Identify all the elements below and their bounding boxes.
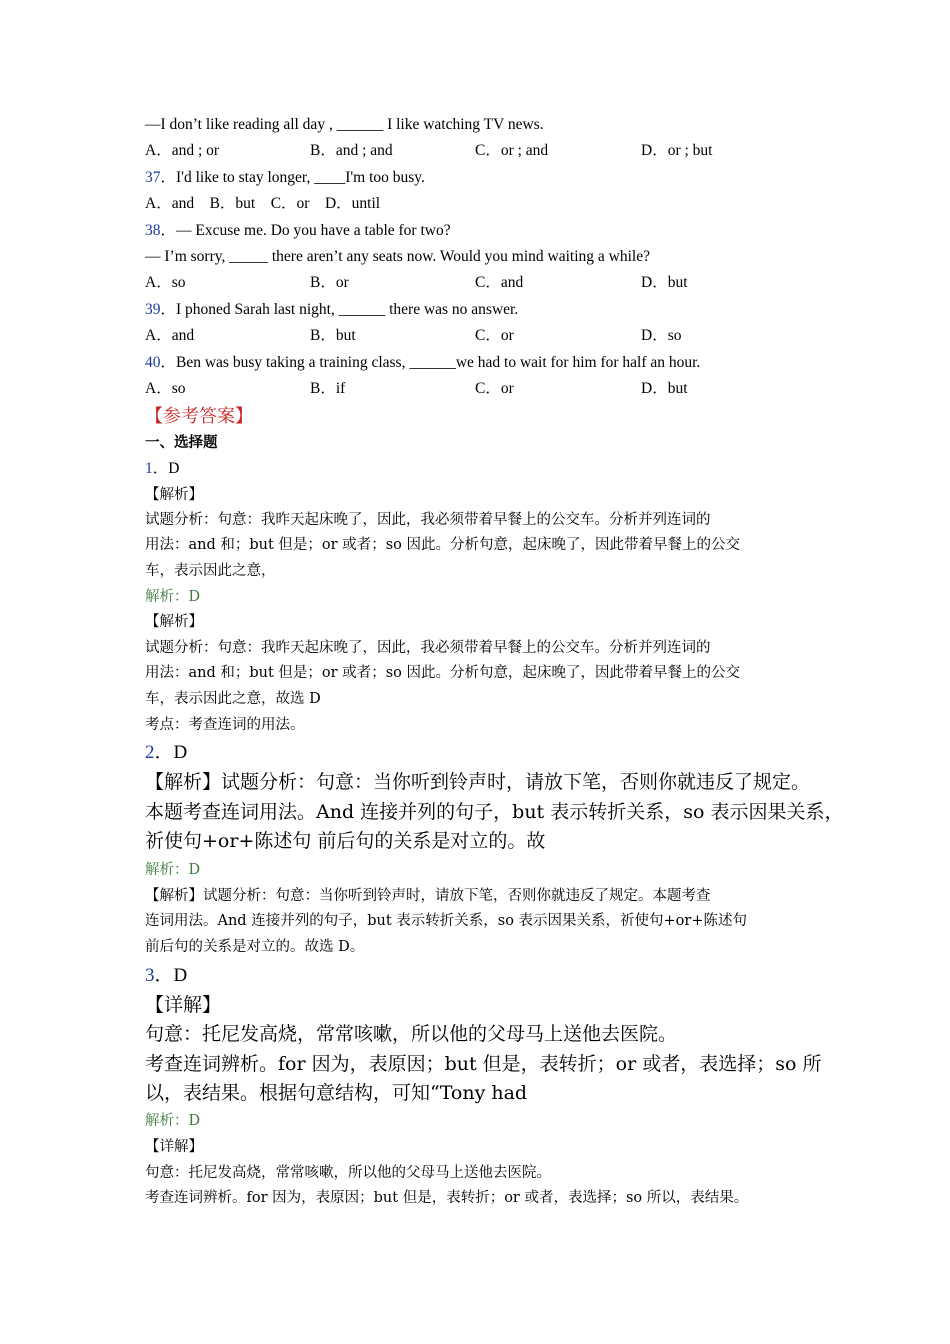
question-36-text: —I don’t like reading all day , ______ I like watching TV news. [145, 116, 544, 133]
question-text: ．— Excuse me. Do you have a table for two? [160, 222, 451, 239]
question-number: 40 [145, 354, 161, 371]
key-point: 考点：考查连词的用法。 [145, 717, 305, 733]
question-40 [145, 352, 700, 374]
analysis-text: 车，表示因此之意，故选 D [145, 691, 321, 707]
analysis-text: 【解析】试题分析：句意：当你听到铃声时，请放下笔，否则你就违反了规定。本题考查 [145, 888, 711, 904]
answer-2 [145, 739, 187, 767]
option-d: D．but [641, 274, 688, 291]
question-37-options: A．and B．but C．or D．until [145, 195, 381, 212]
question-36-options [145, 140, 825, 162]
question-text: ．I phoned Sarah last night, ______ there was no answer. [160, 301, 519, 318]
question-number: 38 [145, 222, 161, 239]
answer-number: 2 [145, 742, 155, 763]
question-39-options [145, 325, 825, 347]
analysis-text: 试题分析：句意：我昨天起床晚了，因此，我必须带着早餐上的公交车。分析并列连词的 [145, 512, 711, 528]
option-c: C．and [475, 274, 524, 291]
question-text: ．Ben was busy taking a training class, ______we had to wait for him for half an hour. [160, 354, 701, 371]
question-38-text-2: — I’m sorry, _____ there aren’t any seats now. Would you mind waiting a while? [145, 248, 650, 265]
answer-number: 3 [145, 965, 155, 986]
question-number: 37 [145, 169, 161, 186]
detail-text: 考查连词辨析。for 因为，表原因；but 但是，表转折；or 或者，表选择；so 所 [145, 1053, 822, 1075]
option-b: B．or [310, 274, 349, 291]
question-38 [145, 220, 451, 242]
analysis-label: 解析：D [145, 589, 201, 605]
analysis-text: 【解析】试题分析：句意：当你听到铃声时，请放下笔，否则你就违反了规定。 [145, 771, 811, 793]
detail-text: 句意：托尼发高烧，常常咳嗽，所以他的父母马上送他去医院。 [145, 1023, 678, 1045]
analysis-text: 祈使句+or+陈述句 前后句的关系是对立的。故 [145, 830, 546, 852]
question-number: 39 [145, 301, 161, 318]
option-d: D．so [641, 327, 682, 344]
answer-number: 1 [145, 460, 153, 477]
analysis-text: 连词用法。And 连接并列的句子，but 表示转折关系，so 表示因果关系，祈使句+or+陈述句 [145, 913, 747, 929]
option-c: C．or ; and [475, 142, 549, 159]
analysis-text: 本题考查连词用法。And 连接并列的句子，but 表示转折关系，so 表示因果关系， [145, 801, 844, 823]
question-38-options [145, 272, 825, 294]
option-b: B．but [310, 327, 356, 344]
detail-text: 考查连词辨析。for 因为，表原因；but 但是，表转折；or 或者，表选择；so 所以，表结果。 [145, 1190, 749, 1206]
analysis-tag: 【解析】 [145, 614, 203, 630]
answer-1 [145, 458, 179, 480]
option-a: A．so [145, 380, 186, 397]
answer-value: ．D [152, 460, 180, 477]
analysis-label: 解析：D [145, 862, 201, 878]
answer-3 [145, 962, 187, 990]
option-d: D．or ; but [641, 142, 713, 159]
analysis-text: 车，表示因此之意， [145, 563, 276, 579]
option-c: C．or [475, 380, 514, 397]
question-37 [145, 167, 425, 189]
answers-heading: 【参考答案】 [145, 406, 253, 427]
detail-tag: 【详解】 [145, 1139, 203, 1155]
section-heading: 一、选择题 [145, 435, 218, 451]
analysis-label: 解析：D [145, 1113, 201, 1129]
option-a: A．and ; or [145, 142, 220, 159]
option-b: B．if [310, 380, 346, 397]
answer-value: ．D [154, 965, 188, 986]
answer-value: ．D [154, 742, 188, 763]
option-a: A．and [145, 327, 195, 344]
analysis-text: 前后句的关系是对立的。故选 D。 [145, 939, 365, 955]
analysis-text: 用法：and 和；but 但是；or 或者；so 因此。分析句意，起床晚了，因此带着早餐上的公交 [145, 665, 740, 681]
question-39 [145, 299, 518, 321]
detail-text: 句意：托尼发高烧，常常咳嗽，所以他的父母马上送他去医院。 [145, 1165, 551, 1181]
detail-text: 以，表结果。根据句意结构，可知“Tony had [145, 1082, 528, 1104]
question-40-options [145, 378, 825, 400]
analysis-text: 用法：and 和；but 但是；or 或者；so 因此。分析句意，起床晚了，因此带着早餐上的公交 [145, 537, 740, 553]
detail-tag: 【详解】 [145, 994, 222, 1016]
question-text: ．I'd like to stay longer, ____I'm too busy. [160, 169, 425, 186]
option-c: C．or [475, 327, 514, 344]
option-d: D．but [641, 380, 688, 397]
option-b: B．and ; and [310, 142, 393, 159]
option-a: A．so [145, 274, 186, 291]
analysis-tag: 【解析】 [145, 487, 203, 503]
analysis-text: 试题分析：句意：我昨天起床晚了，因此，我必须带着早餐上的公交车。分析并列连词的 [145, 640, 711, 656]
